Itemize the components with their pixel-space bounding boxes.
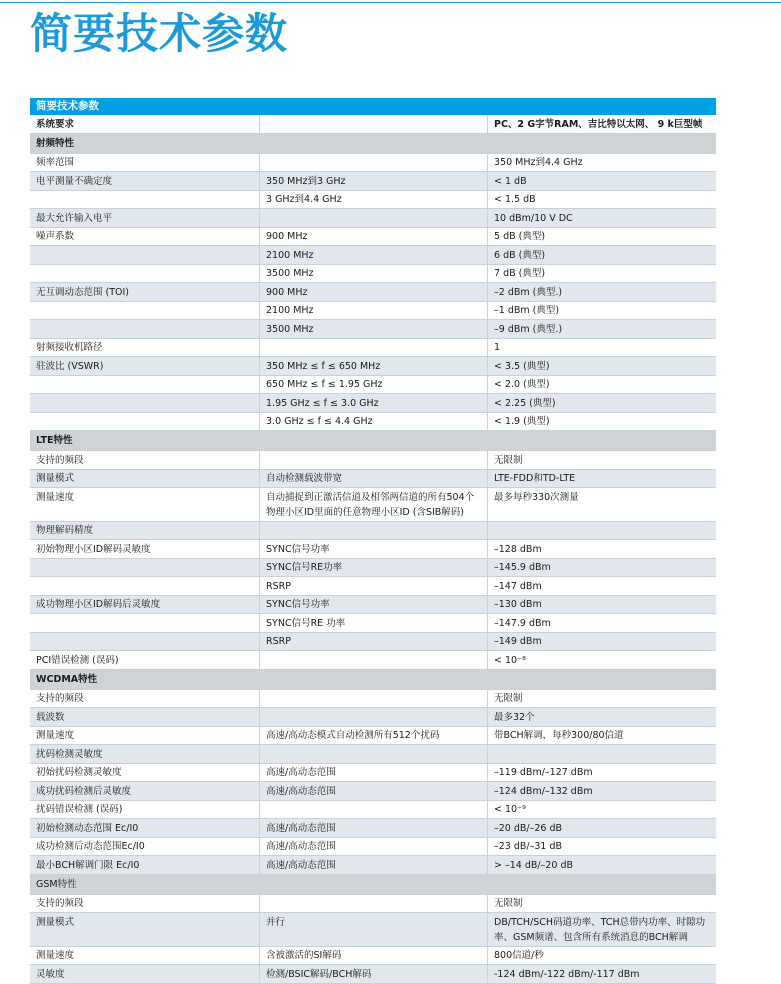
value-cell: 无限制 — [494, 898, 523, 909]
table-row — [30, 228, 716, 247]
param-name-cell — [30, 633, 259, 651]
value-cell: –1 dBm (典型) — [494, 305, 560, 316]
condition-cell: SYNC信号功率 — [259, 596, 488, 614]
table-row — [30, 357, 716, 376]
value-cell: –149 dBm — [494, 636, 542, 647]
table-row — [30, 172, 716, 191]
param-name-cell — [30, 614, 259, 632]
value-cell: 最多每秒330次测量 — [494, 491, 579, 503]
condition-cell: 3500 MHz — [259, 265, 488, 283]
condition-cell: 350 MHz到3 GHz — [259, 172, 488, 190]
value-cell: 最多32个 — [494, 711, 535, 723]
condition-cell: 检测/BSIC解码/BCH解码 — [259, 965, 488, 983]
value-cell: 带BCH解调，每秒300/80信道 — [494, 730, 624, 741]
section-header — [30, 134, 716, 154]
condition-cell: 350 MHz ≤ f ≤ 650 MHz — [259, 357, 488, 375]
table-row — [30, 209, 716, 228]
section-title: WCDMA特性 — [36, 673, 98, 685]
value-cell: DB/TCH/SCH码道功率、TCH总带内功率、时隙功率、GSM频谱、包含所有系统消息的BCH解调 — [494, 916, 706, 943]
param-name-cell: 最小BCH解调门限 Ec/I0 — [36, 859, 140, 871]
condition-cell — [259, 708, 488, 726]
value-cell: 800信道/秒 — [494, 950, 544, 961]
table-row — [30, 782, 716, 801]
table-row — [30, 413, 716, 432]
value-cell: LTE-FDD和TD-LTE — [494, 473, 576, 484]
condition-cell — [259, 209, 488, 227]
param-name-cell — [30, 559, 259, 577]
param-name-cell: 初始扰码检测灵敏度 — [36, 767, 122, 778]
param-name-cell — [30, 376, 259, 394]
table-row — [30, 394, 716, 413]
value-cell: –145.9 dBm — [494, 562, 551, 573]
condition-cell: 3 GHz到4.4 GHz — [259, 191, 488, 209]
param-name-cell: 最大允许输入电平 — [36, 212, 113, 224]
condition-cell — [259, 745, 488, 763]
condition-cell: 3.0 GHz ≤ f ≤ 4.4 GHz — [259, 413, 488, 431]
param-name-cell: 初始物理小区ID解码灵敏度 — [36, 543, 151, 555]
param-name-cell: 驻波比 (VSWR) — [36, 360, 104, 372]
table-row — [30, 154, 716, 173]
param-name-cell: 测量模式 — [36, 916, 75, 928]
value-cell: –20 dB/–26 dB — [494, 822, 563, 834]
condition-cell: 自动检测载波带宽 — [259, 470, 488, 488]
page-title: 简要技术参数 — [30, 9, 289, 58]
condition-cell: RSRP — [259, 633, 488, 651]
table-row — [30, 727, 716, 746]
param-name-cell: 测量速度 — [36, 730, 75, 741]
param-name-cell: PCI错误检测 (误码) — [36, 654, 119, 666]
param-name-cell: 系统要求 — [36, 118, 75, 130]
table-row — [30, 819, 716, 838]
condition-cell — [259, 154, 488, 172]
table-row — [30, 451, 716, 470]
table-row — [30, 339, 716, 358]
condition-cell — [259, 801, 488, 819]
condition-cell: 高速/高动态范围 — [259, 856, 488, 874]
value-cell: < 10⁻⁸ — [494, 654, 526, 666]
table-row — [30, 522, 716, 541]
value-cell: > –14 dB/–20 dB — [494, 859, 573, 871]
condition-cell — [259, 115, 488, 133]
table-row — [30, 470, 716, 489]
section-header — [30, 875, 716, 895]
value-cell: 1 — [494, 342, 501, 353]
table-row — [30, 895, 716, 914]
value-cell: –128 dBm — [494, 543, 542, 555]
condition-cell: 高速/高动态范围 — [259, 838, 488, 856]
table-row — [30, 856, 716, 875]
value-cell — [488, 522, 716, 540]
section-header — [30, 431, 716, 451]
param-name-cell: 支持的频段 — [36, 898, 84, 909]
table-row — [30, 540, 716, 559]
table-row — [30, 633, 716, 652]
param-name-cell: 成功物理小区ID解码后灵敏度 — [36, 599, 161, 610]
section-header — [30, 670, 716, 690]
condition-cell: 900 MHz — [259, 228, 488, 246]
param-name-cell: 扰码检测灵敏度 — [36, 748, 103, 760]
table-body — [30, 115, 716, 984]
table-row — [30, 115, 716, 134]
condition-cell: 并行 — [259, 913, 488, 946]
table-row — [30, 801, 716, 820]
value-cell: < 1 dB — [494, 175, 527, 187]
condition-cell: 1.95 GHz ≤ f ≤ 3.0 GHz — [259, 394, 488, 412]
value-cell: –130 dBm — [494, 599, 542, 610]
section-title: GSM特性 — [36, 878, 77, 890]
table-row — [30, 947, 716, 966]
param-name-cell — [30, 394, 259, 412]
value-cell: –9 dBm (典型.) — [494, 323, 563, 335]
param-name-cell — [30, 246, 259, 264]
value-cell: 5 dB (典型) — [494, 231, 546, 242]
condition-cell — [259, 690, 488, 708]
param-name-cell: 无互调动态范围 (TOI) — [36, 286, 130, 298]
table-row — [30, 577, 716, 596]
value-cell: –119 dBm/–127 dBm — [494, 767, 593, 778]
param-name-cell: 测量速度 — [36, 950, 75, 961]
condition-cell: SYNC信号RE功率 — [259, 559, 488, 577]
table-row — [30, 913, 716, 947]
table-row — [30, 690, 716, 709]
param-name-cell — [30, 302, 259, 320]
table-row — [30, 191, 716, 210]
table-row — [30, 708, 716, 727]
table-row — [30, 320, 716, 339]
table-row — [30, 614, 716, 633]
value-cell: < 2.0 (典型) — [494, 379, 550, 390]
condition-cell: SYNC信号功率 — [259, 540, 488, 558]
condition-cell: 2100 MHz — [259, 302, 488, 320]
section-title: LTE特性 — [36, 435, 73, 446]
param-name-cell: 电平测量不确定度 — [36, 175, 113, 187]
condition-cell: 900 MHz — [259, 283, 488, 301]
param-name-cell: 成功检测后动态范围Ec/I0 — [36, 841, 145, 852]
table-row — [30, 745, 716, 764]
table-row — [30, 764, 716, 783]
top-rule — [0, 2, 781, 3]
value-cell: 无限制 — [494, 693, 523, 704]
value-cell: –147.9 dBm — [494, 617, 551, 629]
value-cell: –23 dB/–31 dB — [494, 841, 563, 852]
table-row — [30, 302, 716, 321]
param-name-cell — [30, 320, 259, 338]
table-row — [30, 376, 716, 395]
value-cell — [488, 745, 716, 763]
condition-cell — [259, 451, 488, 469]
value-cell: PC、2 G字节RAM、吉比特以太网、 9 k巨型帧 — [494, 118, 703, 130]
param-name-cell: 频率范围 — [36, 157, 75, 168]
param-name-cell: 测量速度 — [36, 491, 75, 503]
table-row — [30, 965, 716, 984]
param-name-cell — [30, 265, 259, 283]
value-cell: < 3.5 (典型) — [494, 360, 550, 372]
section-title: 射频特性 — [36, 137, 75, 149]
param-name-cell: 成功扰码检测后灵敏度 — [36, 785, 132, 797]
table-row — [30, 559, 716, 578]
table-row — [30, 596, 716, 615]
value-cell: 350 MHz到4.4 GHz — [494, 157, 583, 168]
condition-cell: RSRP — [259, 577, 488, 595]
table-row — [30, 838, 716, 857]
param-name-cell: 物理解码精度 — [36, 525, 94, 536]
value-cell: 10 dBm/10 V DC — [494, 212, 573, 224]
condition-cell: 高速/高动态范围 — [259, 764, 488, 782]
value-cell: -124 dBm/-122 dBm/-117 dBm — [494, 968, 640, 980]
param-name-cell — [30, 577, 259, 595]
param-name-cell: 灵敏度 — [36, 968, 65, 980]
param-name-cell: 支持的频段 — [36, 454, 84, 466]
condition-cell: 650 MHz ≤ f ≤ 1.95 GHz — [259, 376, 488, 394]
value-cell: < 2.25 (典型) — [494, 397, 556, 409]
value-cell: 7 dB (典型) — [494, 268, 546, 279]
condition-cell: 3500 MHz — [259, 320, 488, 338]
table-row — [30, 283, 716, 302]
value-cell: 6 dB (典型) — [494, 249, 546, 261]
value-cell: 无限制 — [494, 454, 523, 466]
value-cell: < 10⁻⁹ — [494, 804, 526, 815]
param-name-cell — [30, 413, 259, 431]
condition-cell — [259, 339, 488, 357]
param-name-cell: 射频接收机路径 — [36, 342, 103, 353]
condition-cell — [259, 522, 488, 540]
condition-cell — [259, 895, 488, 913]
condition-cell: 高速/高动态模式自动检测所有512个扰码 — [259, 727, 488, 745]
table-row — [30, 488, 716, 522]
spec-table — [30, 98, 716, 984]
param-name-cell: 支持的频段 — [36, 693, 84, 704]
value-cell: –147 dBm — [494, 580, 542, 592]
table-row — [30, 246, 716, 265]
value-cell: < 1.9 (典型) — [494, 416, 550, 427]
table-title: 简要技术参数 — [30, 98, 716, 115]
condition-cell: 含被激活的SI解码 — [259, 947, 488, 965]
condition-cell: 自动捕捉到正激活信道及相邻两信道的所有504个物理小区ID里面的任意物理小区ID (含SIB解码) — [259, 488, 488, 521]
condition-cell: 高速/高动态范围 — [259, 819, 488, 837]
table-row — [30, 651, 716, 670]
param-name-cell — [30, 191, 259, 209]
param-name-cell: 噪声系数 — [36, 231, 75, 242]
value-cell: –124 dBm/–132 dBm — [494, 785, 593, 797]
condition-cell: SYNC信号RE 功率 — [259, 614, 488, 632]
condition-cell — [259, 651, 488, 669]
value-cell: < 1.5 dB — [494, 194, 536, 205]
condition-cell: 2100 MHz — [259, 246, 488, 264]
param-name-cell: 初始检测动态范围 Ec/I0 — [36, 822, 139, 834]
param-name-cell: 载波数 — [36, 711, 65, 723]
value-cell: –2 dBm (典型.) — [494, 286, 563, 298]
table-row — [30, 265, 716, 284]
condition-cell: 高速/高动态范围 — [259, 782, 488, 800]
param-name-cell: 测量模式 — [36, 473, 75, 484]
param-name-cell: 扰码错误检测 (误码) — [36, 804, 123, 815]
